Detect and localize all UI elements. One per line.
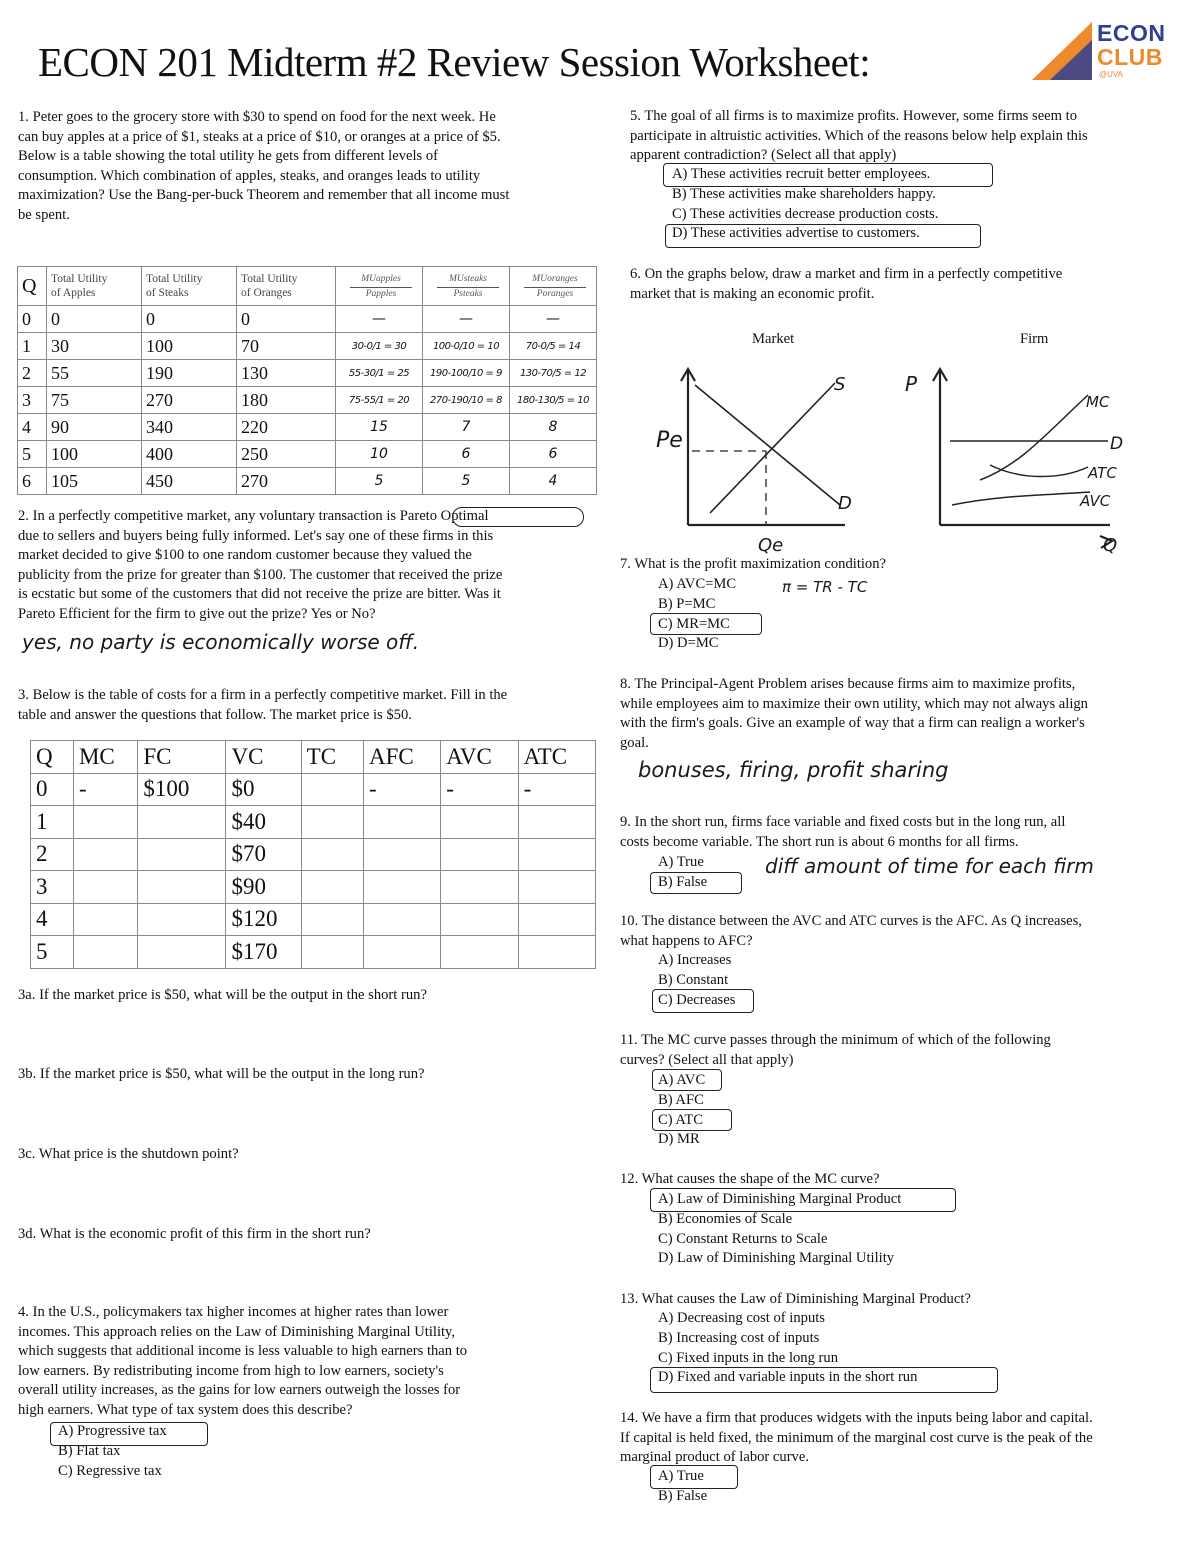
table-row: 3 75 270 180 75-55/1 = 20 270-190/10 = 8 180-130/5 = 10 [18,387,597,414]
option[interactable]: D) Law of Diminishing Marginal Utility [658,1250,895,1267]
option[interactable]: A) Increases [658,952,732,968]
table-row: 0 0 0 0 — — — [18,306,597,333]
option[interactable]: A) Law of Diminishing Marginal Product [658,1191,902,1207]
question-4: 4. In the U.S., policymakers tax higher incomes at higher rates than lower incomes. This approach relies on the Law of Diminishing Marginal Utility, which suggests that additional income is less valuable to high earners than to low earners. By redistributing income from high to low earners, society's overall utility increases, as the gains for low earners outweigh the losses for high earners. What type of tax system does this describe? [18,1304,468,1418]
mc-curve-label: MC [1086,393,1110,411]
question-7: 7. What is the profit maximization condition? [620,556,887,572]
table-header-row: Q Total Utility of Apples Total Utility of Steaks Total Utility of Oranges MUapples Papples MUsteaks Psteaks MUoranges Poranges [18,267,597,306]
quantity-axis-label: Q [1103,535,1118,556]
table-header-row: Q MC FC VC TC AFC AVC ATC [31,741,596,774]
q7-handwritten-note: π = TR - TC [782,578,868,596]
option[interactable]: A) These activities recruit better employees. [672,166,931,182]
q9-handwritten-note: diff amount of time for each firm [765,854,1094,878]
option[interactable]: B) Increasing cost of inputs [658,1329,820,1346]
option[interactable]: B) P=MC [658,595,716,612]
question-5: 5. The goal of all firms is to maximize profits. However, some firms seem to participate in altruistic activities. Which of the reasons below help explain this apparent contradiction? (Select all that apply) [630,108,1088,164]
option[interactable]: C) These activities decrease production costs. [672,205,939,222]
cost-table [30,740,596,969]
circle-mark [650,1465,738,1489]
question-9: 9. In the short run, firms face variable and fixed costs but in the long run, all costs become variable. The short run is about 6 months for all firms. [620,814,1066,850]
circle-mark [650,613,762,635]
option[interactable]: A) AVC=MC [658,576,737,592]
circle-mark [652,1109,732,1131]
equilibrium-price-label: Pe [656,428,683,453]
table-row: 2 55 190 130 55-30/1 = 25 190-100/10 = 9 130-70/5 = 12 [18,360,597,387]
equilibrium-quantity-label: Qe [758,535,784,556]
table-row: 4 $120 [31,903,596,936]
circle-mark [663,163,993,187]
option[interactable]: C) Constant Returns to Scale [658,1230,828,1247]
question-3a: 3a. If the market price is $50, what will be the output in the short run? [18,987,427,1003]
page-title: ECON 201 Midterm #2 Review Session Worksheet: [38,39,871,85]
option[interactable]: C) Fixed inputs in the long run [658,1349,838,1366]
table-row: 1 30 100 70 30-0/1 = 30 100-0/10 = 10 70-0/5 = 14 [18,333,597,360]
option[interactable]: D) MR [658,1131,700,1148]
atc-curve-label: ATC [1088,464,1117,482]
question-11: 11. The MC curve passes through the minimum of which of the following curves? (Select all that apply) [620,1032,1051,1068]
question-3c: 3c. What price is the shutdown point? [18,1146,239,1162]
option[interactable]: D) These activities advertise to customers. [672,225,920,242]
option[interactable]: C) Regressive tax [58,1462,162,1479]
table-row: 4 90 340 220 15 7 8 [18,414,597,441]
question-8: 8. The Principal-Agent Problem arises because firms aim to maximize profits, while employees aim to maximize their own utility, which may not always align with the firm's goals. Give an example of way that a firm can realign a worker's goal. [620,676,1088,751]
option[interactable]: C) MR=MC [658,615,730,632]
circle-mark [652,989,754,1013]
option[interactable]: B) False [658,1487,708,1504]
option[interactable]: A) Decreasing cost of inputs [658,1310,825,1326]
question-14: 14. We have a firm that produces widgets with the inputs being labor and capital. If capital is held fixed, the minimum of the marginal cost curve is the peak of the marginal product of labor curve. [620,1410,1093,1466]
circle-mark [452,507,584,527]
question-2: 2. In a perfectly competitive market, any voluntary transaction is Pareto Optimal due to sellers and buyers being fully informed. Let's say one of these firms in this market decided to give $100 to one random customer because they valued the publicity from the prize for greater than $100. The customer that received the prize is ecstatic but some of the customers that did not receive the prize are bitter. Was it Pareto Efficient for the firm to give out the prize? Yes or No? [18,508,503,622]
question-3b: 3b. If the market price is $50, what will be the output in the long run? [18,1066,425,1082]
option[interactable]: B) These activities make shareholders happy. [672,185,936,202]
option[interactable]: B) Economies of Scale [658,1210,793,1227]
table-row: 5 100 400 250 10 6 6 [18,441,597,468]
question-13: 13. What causes the Law of Diminishing Marginal Product? [620,1291,971,1307]
table-row: 1 $40 [31,806,596,839]
table-row: 6 105 450 270 5 5 4 [18,468,597,495]
circle-mark [50,1422,208,1446]
question-6: 6. On the graphs below, draw a market and firm in a perfectly competitive market that is making an economic profit. [630,266,1063,302]
question-3d: 3d. What is the economic profit of this firm in the short run? [18,1226,371,1242]
q8-handwritten-answer: bonuses, firing, profit sharing [638,758,949,782]
question-1: 1. Peter goes to the grocery store with $30 to spend on food for the next week. He can buy apples at a price of $1, steaks at a price of $10, or oranges at a price of $5. Below is a table showing the total utility he gets from different levels of consumption. Which combination of apples, steaks, and oranges leads to utility maximization? Use the Bang-per-buck Theorem and remember that all income must be spent. [18,109,510,223]
question-12: 12. What causes the shape of the MC curve? [620,1171,880,1187]
option[interactable]: D) D=MC [658,635,719,652]
option[interactable]: A) AVC [658,1072,706,1088]
firm-graph-label: Firm [1020,331,1049,347]
option[interactable]: B) Constant [658,971,729,988]
table-row: 2 $70 [31,838,596,871]
avc-curve-label: AVC [1080,492,1111,510]
supply-label: S [834,374,846,395]
option[interactable]: A) True [658,1468,704,1484]
price-axis-label: P [905,372,918,396]
question-10: 10. The distance between the AVC and ATC curves is the AFC. As Q increases, what happens to AFC? [620,913,1082,949]
option[interactable]: B) Flat tax [58,1442,121,1459]
market-graph-label: Market [752,331,795,347]
option[interactable]: C) Decreases [658,991,736,1008]
option[interactable]: D) Fixed and variable inputs in the short run [658,1369,918,1386]
logo-econ-text: ECON [1097,20,1166,46]
q2-handwritten-answer: yes, no party is economically worse off. [22,630,420,654]
circle-mark [650,1367,998,1393]
option[interactable]: B) AFC [658,1091,704,1108]
logo-triangle-icon [1030,20,1098,82]
table-row: 3 $90 [31,871,596,904]
circle-mark [665,224,981,248]
table-row: 0 - $100 $0 - - - [31,773,596,806]
option[interactable]: A) True [658,854,704,870]
question-3: 3. Below is the table of costs for a firm in a perfectly competitive market. Fill in the table and answer the questions that follow. The market price is $50. [18,687,508,723]
econ-club-logo [1030,20,1165,82]
logo-sub-text: @UVA [1099,70,1123,79]
circle-mark [652,1069,722,1091]
table-row: 5 $170 [31,936,596,969]
circle-mark [650,872,742,894]
option[interactable]: C) ATC [658,1111,704,1128]
option[interactable]: B) False [658,873,708,890]
option[interactable]: A) Progressive tax [58,1423,167,1439]
demand-label: D [838,493,852,514]
circle-mark [650,1188,956,1212]
logo-club-text: CLUB [1097,44,1163,70]
utility-table [17,266,597,495]
firm-demand-label: D [1110,434,1124,454]
